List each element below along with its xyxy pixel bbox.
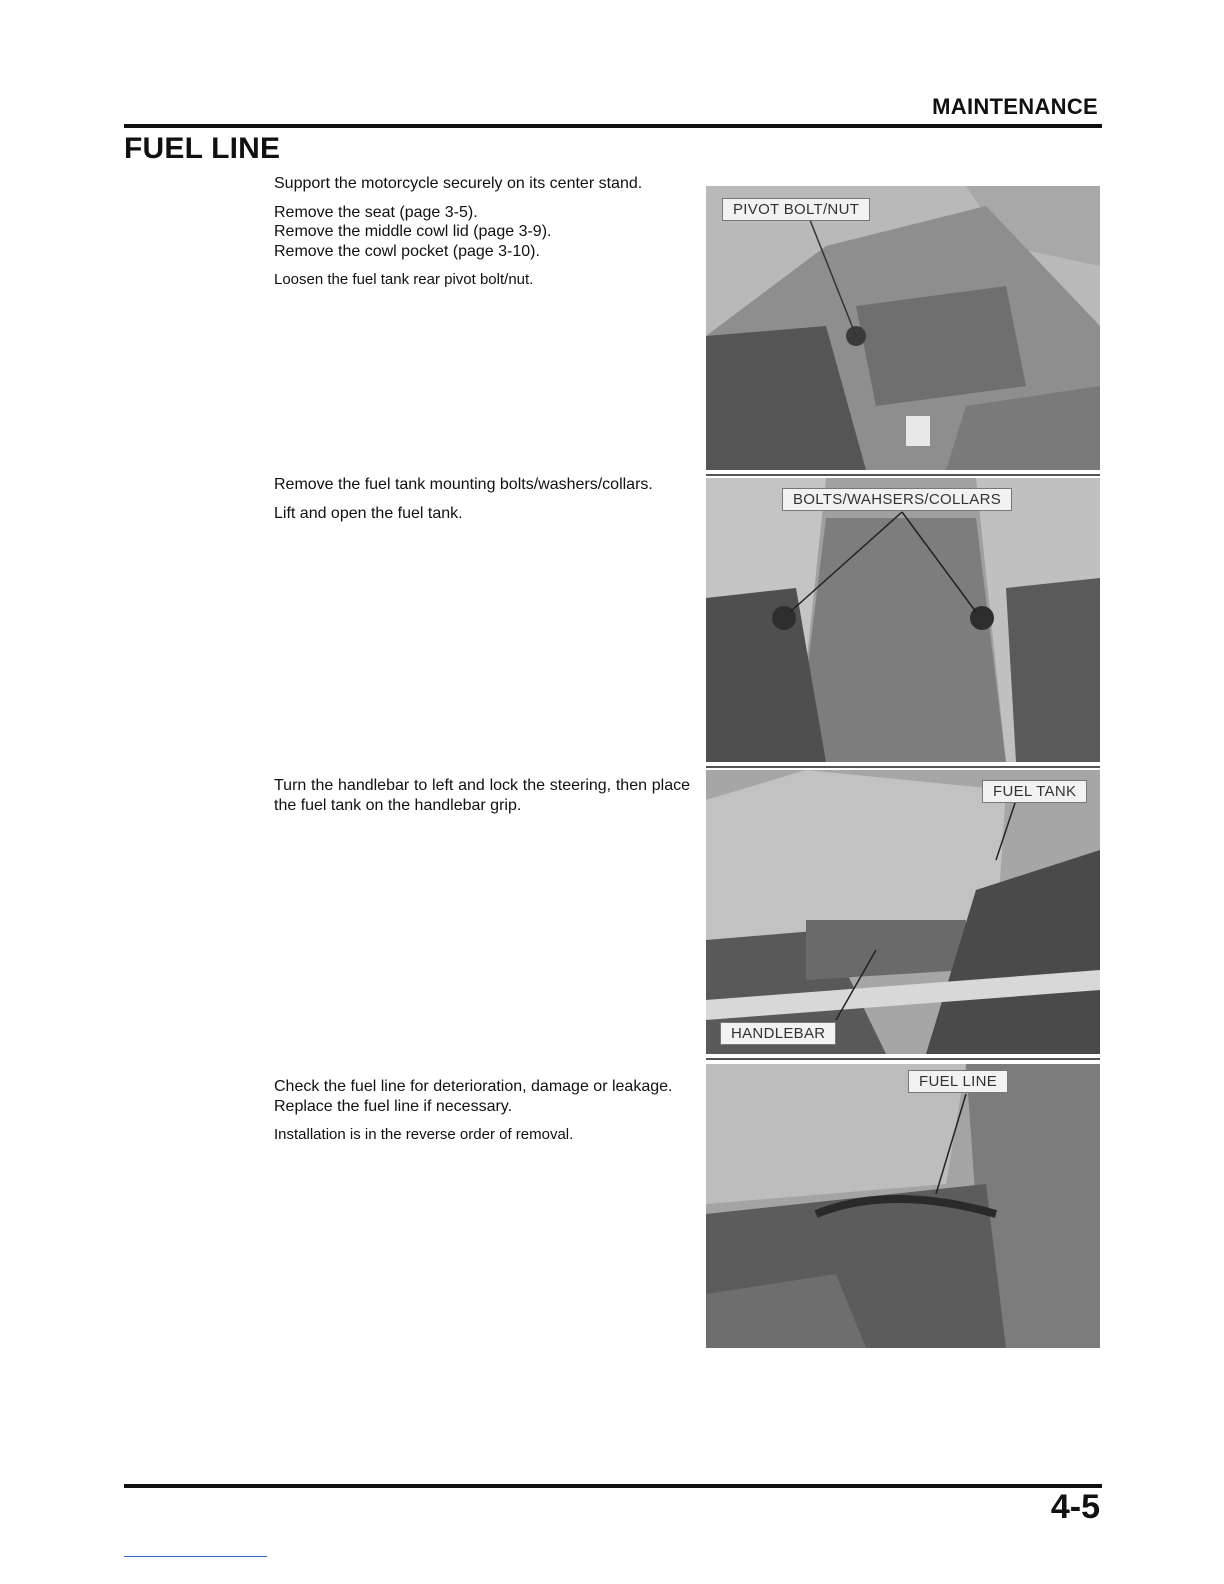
step-1-paragraph: Support the motorcycle securely on its center stand. xyxy=(274,175,643,192)
step-2-paragraph-lift: Lift and open the fuel tank. xyxy=(274,504,463,522)
step-1-line-seat: Remove the seat (page 3-5). xyxy=(274,203,478,221)
step-4-text xyxy=(274,1077,690,1154)
callout-fuel-tank: FUEL TANK xyxy=(982,780,1087,803)
photo-fuel-tank-handlebar-image xyxy=(706,770,1100,1054)
footer-link-line xyxy=(124,1556,267,1557)
step-4-note: Installation is in the reverse order of removal. xyxy=(274,1126,574,1143)
photo-bolts-washers-collars xyxy=(706,478,1100,762)
step-4-paragraph-check: Check the fuel line for deterioration, damage or leakage. xyxy=(274,1078,673,1095)
step-3-text xyxy=(274,776,690,824)
step-1-note: Loosen the fuel tank rear pivot bolt/nut. xyxy=(274,271,534,288)
page-number: 4-5 xyxy=(1050,1488,1100,1526)
callout-pivot-bolt-nut: PIVOT BOLT/NUT xyxy=(722,198,870,221)
step-4-line-replace: Replace the fuel line if necessary. xyxy=(274,1097,513,1115)
photo-pivot-bolt-image xyxy=(706,186,1100,470)
photo-pivot-bolt xyxy=(706,186,1100,470)
bottom-rule xyxy=(124,1484,1102,1488)
step-2-text xyxy=(274,475,690,532)
photo-bolts-washers-collars-image xyxy=(706,478,1100,762)
top-rule xyxy=(124,124,1102,128)
step-2-paragraph-remove: Remove the fuel tank mounting bolts/washers/collars. xyxy=(274,476,653,493)
step-1-line-cowl-lid: Remove the middle cowl lid (page 3-9). xyxy=(274,223,552,240)
section-header: MAINTENANCE xyxy=(932,94,1098,119)
photo-separator-1 xyxy=(706,474,1100,476)
photo-separator-3 xyxy=(706,1058,1100,1060)
callout-handlebar: HANDLEBAR xyxy=(720,1022,836,1045)
step-1-line-cowl-pocket: Remove the cowl pocket (page 3-10). xyxy=(274,242,540,260)
step-1-text xyxy=(274,174,690,299)
page-title: FUEL LINE xyxy=(124,132,281,165)
callout-bolts-washers-collars: BOLTS/WAHSERS/COLLARS xyxy=(782,488,1012,511)
photo-fuel-tank-handlebar xyxy=(706,770,1100,1054)
callout-fuel-line: FUEL LINE xyxy=(908,1070,1008,1093)
photo-separator-2 xyxy=(706,766,1100,768)
photo-fuel-line-image xyxy=(706,1064,1100,1348)
photo-fuel-line xyxy=(706,1064,1100,1348)
step-3-paragraph: Turn the handlebar to left and lock the steering, then place the fuel tank on the handlebar grip. xyxy=(274,777,690,814)
